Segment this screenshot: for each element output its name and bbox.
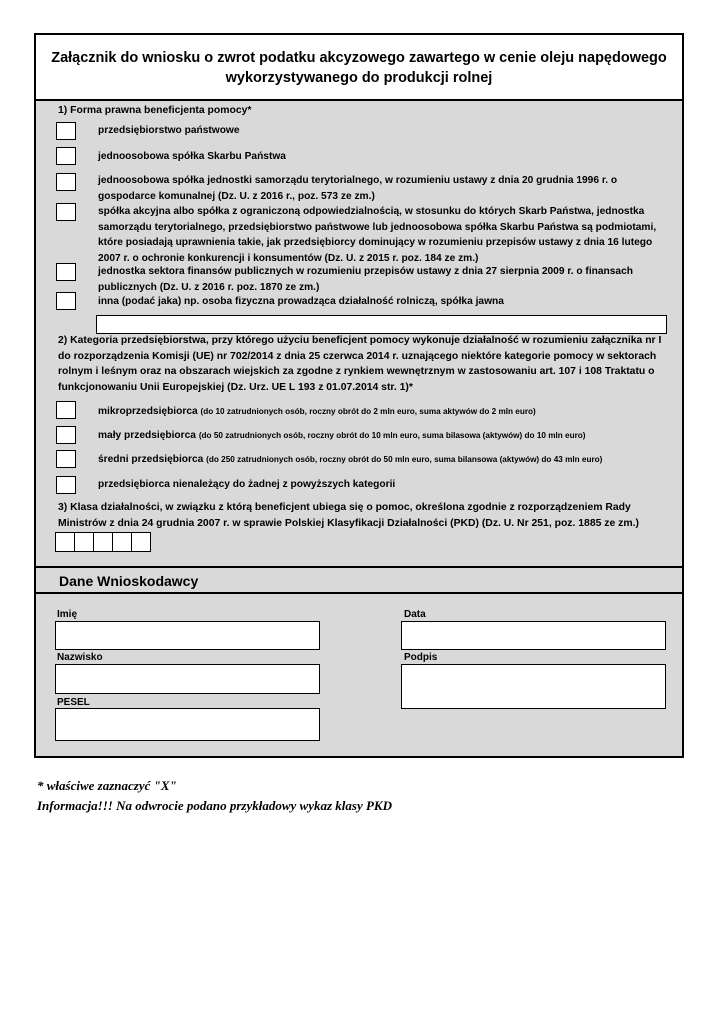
option-category-micro-note: (do 10 zatrudnionych osób, roczny obrót do 2 mln euro, suma aktywów do 2 mln euro) [200,407,536,416]
option-category-medium-note: (do 250 zatrudnionych osób, roczny obrót do 50 mln euro, suma bilansowa (aktywów) do 43 mln euro) [206,455,603,464]
option-category-small-label: mały przedsiębiorca [98,430,196,441]
option-category-medium [98,452,673,468]
pkd-info-note: Informacja!!! Na odwrocie podano przykładowy wykaz klasy PKD [37,798,392,813]
checkbox-category-small[interactable] [56,426,76,444]
option-category-small-note: (do 50 zatrudnionych osób, roczny obrót do 10 mln euro, suma bilasowa (aktywów) do 10 mln euro) [198,431,586,440]
form-header [36,35,682,101]
pkd-box-1[interactable] [55,532,75,552]
option-category-micro-label: mikroprzedsiębiorca [98,406,198,417]
checkbox-category-micro[interactable] [56,401,76,419]
section-divider-bottom [36,592,682,594]
option-category-other-label: przedsiębiorca nienależący do żadnej z powyższych kategorii [98,479,396,490]
signature-field[interactable] [401,664,666,709]
option-legal-form-2: jednoosobowa spółka jednostki samorządu terytorialnego, w rozumieniu ustawy z dnia 20 grudnia 1996 r. o gospodarce komunalnej (Dz. U. z 2016 r., poz. 573 ze zm.) [98,175,618,202]
section-divider-top [36,566,682,568]
form-title-line2: wykorzystywanego do produkcji rolnej [225,70,493,86]
pesel-input[interactable] [55,708,320,741]
first-name-label: Imię [57,609,78,620]
signature-label: Podpis [404,652,438,663]
pkd-box-2[interactable] [74,532,94,552]
pkd-box-5[interactable] [131,532,151,552]
checkbox-legal-form-4[interactable] [56,263,76,281]
last-name-input[interactable] [55,664,320,694]
option-legal-form-5: inna (podać jaka) np. osoba fizyczna prowadząca działalność rolniczą, spółka jawna [98,296,504,307]
section3-heading: 3) Klasa działalności, w związku z którą beneficjent ubiega się o pomoc, określona zgodnie z rozporządzeniem Rady Ministrów z dnia 24 grudnia 2007 r. w sprawie Polskiej Klasyfikacji Działalności (PKD) (Dz. U. Nr 251, poz. 1885 ze zm.) [58,502,639,529]
option-category-other [98,477,673,493]
last-name-label: Nazwisko [57,652,103,663]
mark-instruction-note: * właściwe zaznaczyć "X" [37,778,177,793]
date-input[interactable] [401,621,666,650]
section1-heading: 1) Forma prawna beneficjenta pomocy* [58,105,252,116]
pkd-box-3[interactable] [93,532,113,552]
checkbox-legal-form-2[interactable] [56,173,76,191]
applicant-section-title: Dane Wnioskodawcy [59,573,199,589]
form-title-line1: Załącznik do wniosku o zwrot podatku akcyzowego zawartego w cenie oleju napędowego [51,50,667,66]
pkd-box-4[interactable] [112,532,132,552]
option-category-medium-label: średni przedsiębiorca [98,454,204,465]
checkbox-legal-form-5[interactable] [56,292,76,310]
checkbox-legal-form-0[interactable] [56,122,76,140]
checkbox-legal-form-3[interactable] [56,203,76,221]
option-legal-form-3: spółka akcyjna albo spółka z ograniczoną odpowiedzialnością, w stosunku do których Skarb Państwa, jednostka samorządu terytorialnego, przedsiębiorstwo państwowe lub jednoosobowa spółka Skarbu Państwa są podmiotami, które posiadają uprawnienia takie, jak przedsiębiorcy dominujący w rozumieniu przepisów ustawy z dnia 16 lutego 2007 r. o ochronie konkurencji i konsumentów (Dz. U. z 2015 r. poz. 184 ze zm.) [98,206,657,264]
section2-heading: 2) Kategoria przedsiębiorstwa, przy którego użyciu beneficjent pomocy wykonuje działalność w rozumieniu załącznika nr I do rozporządzenia Komisji (UE) nr 702/2014 z dnia 25 czerwca 2014 r. uznającego niektóre kategorie pomocy w sektorach rolnym i leśnym oraz na obszarach wiejskich za zgodne z rynkiem wewnętrznym w zastosowaniu art. 107 i 108 Traktatu o funkcjonowaniu Unii Europejskiej (Dz. Urz. UE L 193 z 01.07.2014 str. 1)* [58,335,662,393]
form-frame [34,33,684,758]
option-legal-form-4: jednostka sektora finansów publicznych w rozumieniu przepisów ustawy z dnia 27 sierpnia 2009 r. o finansach publicznych (Dz. U. z 2016 r. poz. 1870 ze zm.) [98,266,633,293]
other-legal-form-input[interactable] [96,315,667,334]
first-name-input[interactable] [55,621,320,650]
checkbox-category-medium[interactable] [56,450,76,468]
option-legal-form-1: jednoosobowa spółka Skarbu Państwa [98,151,286,162]
option-legal-form-0: przedsiębiorstwo państwowe [98,125,240,136]
pesel-label: PESEL [57,697,90,708]
option-category-micro [98,404,673,420]
checkbox-category-other[interactable] [56,476,76,494]
checkbox-legal-form-1[interactable] [56,147,76,165]
pkd-code-boxes [55,532,151,552]
date-label: Data [404,609,426,620]
option-category-small [98,428,673,444]
